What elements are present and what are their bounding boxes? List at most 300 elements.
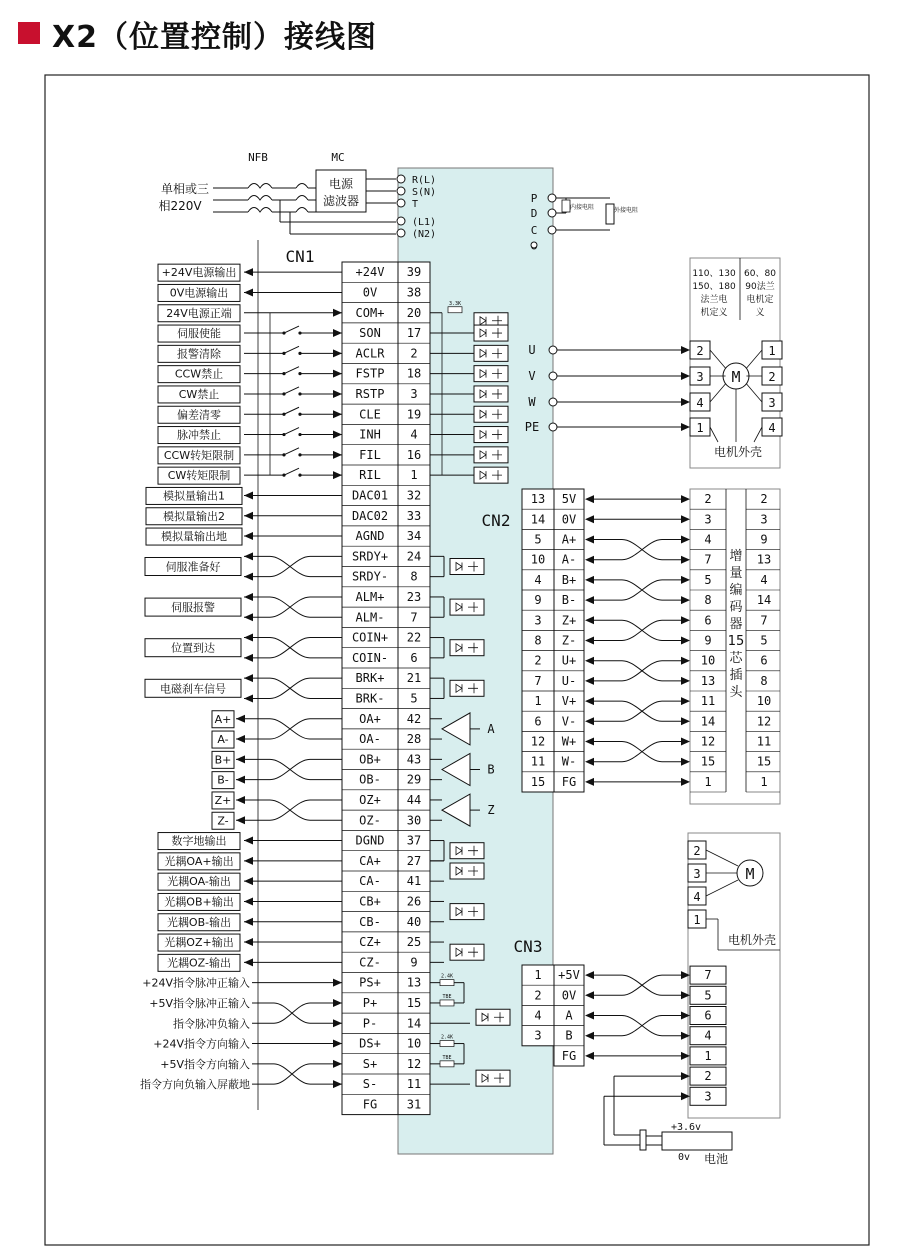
cn1-pin-number: 20 <box>406 305 422 320</box>
uvw-terminal <box>549 372 557 380</box>
encoder-pin-a: 6 <box>704 613 712 628</box>
cn1-label: 脉冲禁止 <box>177 428 221 442</box>
encoder-pin-a: 5 <box>704 572 712 587</box>
cn1-label: 数字地输出 <box>171 834 227 848</box>
motor1-link <box>746 384 762 402</box>
arrow-left <box>244 897 253 905</box>
cn1-label: +24V电源输出 <box>161 266 237 280</box>
motor1-pin: 3 <box>768 396 776 410</box>
encoder-pin-b: 5 <box>760 633 768 648</box>
arrow-left <box>244 268 253 276</box>
external-resistor <box>606 204 614 224</box>
cn1-pin-number: 32 <box>406 488 422 503</box>
arrow-right <box>333 1060 342 1068</box>
uvw-terminal <box>549 398 557 406</box>
output-optocoupler <box>450 599 484 615</box>
cn1-pin-number: 6 <box>410 650 418 665</box>
encoder-pin-a: 8 <box>704 593 712 608</box>
pdc-terminal <box>548 209 556 217</box>
arrow-left <box>244 877 253 885</box>
output-optocoupler <box>450 559 484 575</box>
twisted-pair <box>270 800 310 820</box>
cn3-ext-pin: 6 <box>704 1008 712 1023</box>
arrow-left <box>244 613 253 621</box>
cn1-label: A+ <box>214 712 232 726</box>
arrow-left <box>585 495 594 503</box>
cn1-label: +24V指令方向输入 <box>153 1037 250 1051</box>
mc-contact <box>296 184 308 189</box>
arrow-left <box>244 837 253 845</box>
pdc-terminal <box>548 226 556 234</box>
output-optocoupler <box>450 680 484 696</box>
cn1-pin-number: 10 <box>406 1036 422 1051</box>
arrow-right <box>681 346 690 354</box>
motor2-shell-label: 电机外壳 <box>727 933 777 947</box>
encoder-pin-b: 8 <box>760 673 768 688</box>
encoder-pin-b: 2 <box>760 492 768 507</box>
battery-plus-label: +3.6v <box>670 1122 702 1133</box>
cn1-pin-number: 3 <box>410 386 418 401</box>
cn1-signal: FSTP <box>355 366 385 381</box>
cn1-label: CCW禁止 <box>174 367 224 381</box>
encoder-pin-a: 9 <box>704 633 712 648</box>
motor1-pin: 3 <box>696 370 704 384</box>
twisted-pair <box>274 1064 310 1084</box>
twisted-pair <box>270 719 310 739</box>
cn1-label: 报警清除 <box>177 347 221 361</box>
arrow-right <box>333 370 342 378</box>
arrow-right <box>333 451 342 459</box>
arrow-right <box>681 1072 690 1080</box>
mc-label: MC <box>331 151 345 164</box>
arrow-left <box>585 758 594 766</box>
encoder-pin-a: 2 <box>704 492 712 507</box>
cn2-pin: 10 <box>530 552 546 567</box>
cn1-signal: CZ- <box>359 955 381 970</box>
command-optocoupler <box>476 1009 510 1025</box>
resistor <box>440 1041 454 1047</box>
arrow-right <box>681 717 690 725</box>
cn1-label: 光耦OZ-输出 <box>167 956 231 970</box>
arrow-left <box>585 515 594 523</box>
encoder-pin-b: 7 <box>760 613 768 628</box>
cn3-ext-pin: 1 <box>704 1048 712 1063</box>
opto-body <box>450 944 484 960</box>
cn1-label: CCW转矩限制 <box>163 448 235 462</box>
cn3-signal: A <box>565 1008 573 1023</box>
cn2-pin: 4 <box>534 572 542 587</box>
cn1-signal: CLE <box>359 407 381 422</box>
cn1-pin-number: 11 <box>406 1077 422 1092</box>
cn1-label: +5V指令脉冲正输入 <box>149 996 250 1010</box>
arrow-left <box>585 677 594 685</box>
cn2-signal: Z- <box>561 633 577 648</box>
battery-cell <box>662 1132 732 1150</box>
arrow-left <box>244 674 253 682</box>
arrow-left <box>244 634 253 642</box>
pdc-label: C <box>530 224 538 237</box>
cn1-pin-number: 28 <box>406 732 422 747</box>
opto-body <box>450 599 484 615</box>
power-input-label: (L1) <box>412 217 437 228</box>
pdc-label: D <box>530 207 538 220</box>
cn1-pin-number: 25 <box>406 935 422 950</box>
arrow-left <box>585 616 594 624</box>
cn1-label: +24V指令脉冲正输入 <box>142 976 250 990</box>
cn1-label: CW禁止 <box>178 387 220 401</box>
cn3-ext-pin: 3 <box>704 1089 712 1104</box>
cn3-signal: +5V <box>558 968 580 983</box>
cn2-title: CN2 <box>481 511 511 530</box>
motor1-pin: 1 <box>696 421 704 435</box>
encoder-pin-a: 14 <box>700 714 716 729</box>
cn1-signal: OZ- <box>359 813 381 828</box>
nfb-contact <box>248 184 272 189</box>
arrow-left <box>585 697 594 705</box>
encoder-label: 编 <box>729 583 743 598</box>
arrow-left <box>244 857 253 865</box>
twisted-pair <box>622 975 662 995</box>
switch-blade <box>284 387 299 394</box>
command-optocoupler <box>476 1070 510 1086</box>
arrow-right <box>333 979 342 987</box>
arrow-right <box>333 349 342 357</box>
filter-label: 电源 <box>328 177 354 191</box>
twisted-pair <box>622 620 662 640</box>
power-terminal <box>397 187 405 195</box>
cn1-pin-number: 2 <box>410 346 418 361</box>
cn1-label: +5V指令方向输入 <box>160 1057 250 1071</box>
cn2-signal: A+ <box>561 532 577 547</box>
arrow-right <box>681 778 690 786</box>
encoder-pin-a: 1 <box>704 774 712 789</box>
arrow-left <box>244 491 253 499</box>
resistor-label: 2.4K <box>440 1034 454 1041</box>
cn1-pin-number: 19 <box>406 407 422 422</box>
motor1-header: 90法兰 <box>745 282 775 292</box>
encoder-pin-b: 4 <box>760 572 768 587</box>
input-optocoupler <box>474 467 508 483</box>
cn1-signal: S- <box>362 1077 378 1092</box>
motor1-pin: 2 <box>768 370 776 384</box>
pdc-terminal <box>531 242 537 248</box>
motor1-header: 电机定 <box>746 295 774 305</box>
arrow-left <box>585 576 594 584</box>
arrow-right <box>681 495 690 503</box>
cn1-signal: SON <box>359 326 381 341</box>
switch-blade <box>284 428 299 435</box>
cn2-signal: U- <box>561 673 577 688</box>
power-terminal <box>397 175 405 183</box>
cn1-pin-number: 8 <box>410 569 418 584</box>
cn2-signal: 5V <box>561 492 577 507</box>
power-input-label: S(N) <box>412 187 437 198</box>
power-input-label: T <box>412 199 419 210</box>
encoder-pin-b: 3 <box>760 512 768 527</box>
cn2-signal: W- <box>561 754 577 769</box>
cn1-pin-number: 18 <box>406 366 422 381</box>
encoder-pin-b: 13 <box>756 552 772 567</box>
resistor-label: TBE <box>442 1054 452 1061</box>
cn2-section <box>482 489 780 804</box>
cn1-signal: FG <box>362 1097 378 1112</box>
cn1-signal: DAC01 <box>351 488 389 503</box>
arrow-right <box>681 372 690 380</box>
arrow-right <box>681 398 690 406</box>
cn1-signal: OZ+ <box>359 792 381 807</box>
external-res-label: 外接电阻 <box>613 207 639 214</box>
arrow-left <box>244 938 253 946</box>
motor1-pin: 4 <box>768 421 776 435</box>
switch-blade <box>284 448 299 455</box>
opto-body <box>474 406 508 422</box>
cn1-signal: INH <box>359 427 381 442</box>
cn1-label: Z- <box>217 814 229 828</box>
cn2-pin: 5 <box>534 532 542 547</box>
arrow-right <box>681 616 690 624</box>
arrow-right <box>333 431 342 439</box>
opto-body <box>476 1070 510 1086</box>
cn1-signal: ALM- <box>355 610 385 625</box>
twisted-pair <box>622 701 662 721</box>
cn1-pin-number: 34 <box>406 529 422 544</box>
arrow-left <box>236 755 245 763</box>
cn1-signal: RSTP <box>355 386 385 401</box>
encoder-pin-a: 11 <box>700 694 716 709</box>
cn1-signal: ALM+ <box>355 589 385 604</box>
arrow-right <box>681 515 690 523</box>
page-title: X2（位置控制）接线图 <box>52 20 378 55</box>
cn1-label: 伺服准备好 <box>165 560 221 574</box>
uvw-label: U <box>528 343 536 357</box>
cn1-pin-number: 1 <box>410 468 418 483</box>
opto-body <box>450 640 484 656</box>
encoder-label: 增 <box>729 549 743 564</box>
output-optocoupler <box>450 843 484 859</box>
cn2-signal: B- <box>561 593 577 608</box>
cn1-label: 24V电源正端 <box>166 306 232 320</box>
arrow-left <box>244 288 253 296</box>
input-switch <box>282 428 301 437</box>
motor2-pin: 2 <box>693 844 701 858</box>
arrow-right <box>681 677 690 685</box>
motor1-section <box>690 258 782 468</box>
arrow-right <box>681 697 690 705</box>
input-optocoupler <box>474 345 508 361</box>
input-switch <box>282 407 301 416</box>
cn1-signal: AGND <box>355 529 385 544</box>
opto-body <box>450 843 484 859</box>
cn1-pin-number: 21 <box>406 671 422 686</box>
motor2-pin: 1 <box>693 913 701 927</box>
cn1-signal: OB- <box>359 772 381 787</box>
pdc-terminal <box>548 194 556 202</box>
opto-body <box>474 386 508 402</box>
mc-contact <box>296 208 308 213</box>
cn1-label: CW转矩限制 <box>167 469 231 483</box>
motor1-header: 义 <box>755 308 765 318</box>
arrow-right <box>681 1092 690 1100</box>
cn3-ext-pin: 2 <box>704 1069 712 1084</box>
cn2-pin: 8 <box>534 633 542 648</box>
cn1-label: B+ <box>214 753 232 767</box>
arrow-right <box>681 971 690 979</box>
resistor <box>448 307 462 313</box>
power-input-label: (N2) <box>412 229 437 240</box>
pdc-label: P <box>530 192 538 205</box>
cn1-label: 光耦OA-输出 <box>167 875 231 889</box>
cn2-signal: V+ <box>561 694 577 709</box>
arrow-left <box>585 778 594 786</box>
encoder-label: 插 <box>729 668 743 683</box>
encoder-optocoupler <box>450 863 484 879</box>
cn1-signal: COIN+ <box>351 630 389 645</box>
opto-body <box>450 680 484 696</box>
cn1-title: CN1 <box>285 247 315 266</box>
resistor <box>440 980 454 986</box>
cn1-signal: CA+ <box>359 853 381 868</box>
arrow-right <box>333 999 342 1007</box>
arrow-right <box>333 410 342 418</box>
opto-body <box>474 345 508 361</box>
cn2-signal: FG <box>561 774 577 789</box>
driver-label: B <box>487 762 495 777</box>
motor2-pin: 3 <box>693 867 701 881</box>
cn1-signal: DGND <box>355 833 385 848</box>
cn1-signal: OA- <box>359 732 381 747</box>
opto-body <box>474 467 508 483</box>
encoder-label: 15 <box>727 634 745 649</box>
cn1-label: 模拟量输出1 <box>163 489 225 503</box>
cn3-ext-pin: 4 <box>704 1028 712 1043</box>
uvw-label: V <box>528 369 536 383</box>
power-terminal <box>397 217 405 225</box>
twisted-pair <box>622 661 662 681</box>
arrow-left <box>585 1032 594 1040</box>
battery-connector <box>640 1130 646 1150</box>
cn3-signal: B <box>565 1028 573 1043</box>
cn1-pin-number: 30 <box>406 813 422 828</box>
cn3-title: CN3 <box>513 937 543 956</box>
cn2-signal: 0V <box>561 512 577 527</box>
arrow-right <box>333 329 342 337</box>
cn2-signal: B+ <box>561 572 577 587</box>
cn1-signal: S+ <box>362 1056 378 1071</box>
opto-body <box>474 366 508 382</box>
motor1-header: 机定义 <box>700 308 728 318</box>
cn1-signal: OB+ <box>359 752 381 767</box>
nfb-contact <box>248 196 272 201</box>
motor1-link <box>710 350 726 368</box>
arrow-left <box>244 593 253 601</box>
input-optocoupler <box>474 406 508 422</box>
arrow-left <box>236 715 245 723</box>
arrow-left <box>244 958 253 966</box>
arrow-left <box>585 991 594 999</box>
cn1-signal: +24V <box>355 265 385 280</box>
arrow-left <box>244 573 253 581</box>
input-switch <box>282 367 301 376</box>
arrow-right <box>333 309 342 317</box>
driver-label: Z <box>487 803 495 818</box>
cn1-pin-number: 23 <box>406 589 422 604</box>
arrow-left <box>244 532 253 540</box>
motor1-shell-label: 电机外壳 <box>713 445 763 459</box>
motor1-ground <box>710 427 718 442</box>
arrow-left <box>244 654 253 662</box>
mc-contact <box>296 196 308 201</box>
input-switch <box>282 448 301 457</box>
cn1-pin-number: 7 <box>410 610 418 625</box>
arrow-right <box>681 596 690 604</box>
cn1-signal: OA+ <box>359 711 381 726</box>
encoder-pin-b: 12 <box>756 714 772 729</box>
encoder-pin-b: 15 <box>756 754 772 769</box>
arrow-right <box>333 390 342 398</box>
switch-blade <box>284 468 299 475</box>
arrow-left <box>585 971 594 979</box>
twisted-pair <box>270 678 310 698</box>
cn2-pin: 15 <box>530 774 546 789</box>
motor1-header: 60、80 <box>744 269 776 279</box>
arrow-right <box>681 991 690 999</box>
encoder-pin-b: 6 <box>760 653 768 668</box>
motor1-pin: 4 <box>696 396 704 410</box>
switch-blade <box>284 346 299 353</box>
cn2-pin: 2 <box>534 653 542 668</box>
cn1-signal: BRK- <box>355 691 385 706</box>
cn1-signal: P- <box>362 1016 378 1031</box>
motor1-pin: 1 <box>768 344 776 358</box>
encoder-label: 器 <box>729 617 743 632</box>
cn1-pin-number: 37 <box>406 833 422 848</box>
switch-blade <box>284 407 299 414</box>
uvw-label: W <box>528 395 536 409</box>
cn2-signal: Z+ <box>561 613 577 628</box>
arrow-left <box>585 596 594 604</box>
motor1-link <box>746 350 762 368</box>
cn1-pin-number: 44 <box>406 792 422 807</box>
encoder-pin-b: 1 <box>760 774 768 789</box>
twisted-pair <box>622 540 662 560</box>
cn1-pin-number: 43 <box>406 752 422 767</box>
cn2-pin: 13 <box>530 492 546 507</box>
cn2-signal: U+ <box>561 653 577 668</box>
input-switch <box>282 468 301 477</box>
cn3-pin: 1 <box>534 968 542 983</box>
arrow-right <box>681 556 690 564</box>
cn1-signal: CA- <box>359 874 381 889</box>
cn1-label: 位置到达 <box>171 641 215 655</box>
cn2-signal: A- <box>561 552 577 567</box>
opto-body <box>476 1009 510 1025</box>
switch-blade <box>284 326 299 333</box>
cn1-signal: CZ+ <box>359 935 381 950</box>
encoder-label: 量 <box>729 566 743 581</box>
cn1-label: 模拟量输出地 <box>161 530 227 544</box>
cn3-signal: 0V <box>561 988 577 1003</box>
cn1-pin-number: 13 <box>406 975 422 990</box>
cn2-pin: 14 <box>530 512 546 527</box>
opto-body <box>474 427 508 443</box>
uvw-terminal <box>549 346 557 354</box>
cn2-pin: 9 <box>534 593 542 608</box>
opto-body <box>474 447 508 463</box>
arrow-left <box>236 816 245 824</box>
encoder-pin-a: 10 <box>700 653 716 668</box>
resistor <box>440 1000 454 1006</box>
cn1-signal: DAC02 <box>351 508 389 523</box>
